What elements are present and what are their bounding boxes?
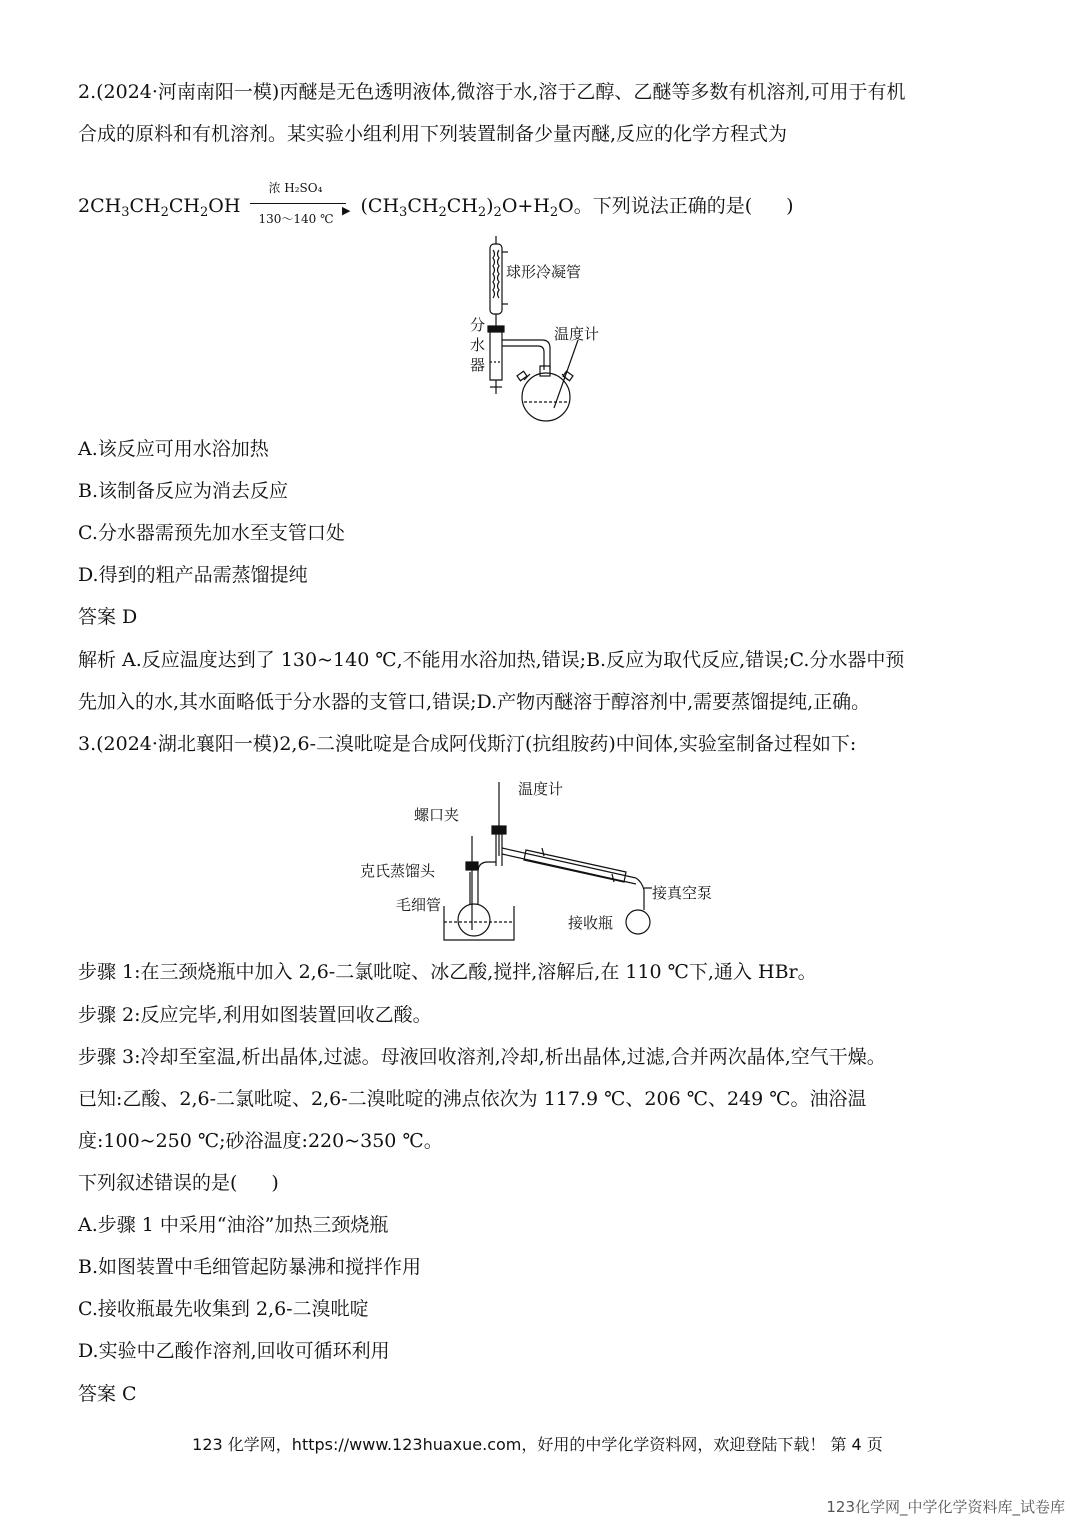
watermark: 123化学网_中学化学资料库_试卷库 <box>826 1498 1065 1516</box>
label-receiver: 接收瓶 <box>568 914 614 932</box>
eq-left-part: 2CH <box>78 195 122 217</box>
arrow-head-icon: ▶ <box>342 204 351 217</box>
q3-known-line-1: 已知:乙酸、2,6-二氯吡啶、2,6-二溴吡啶的沸点依次为 117.9 ℃、206 ℃、249 ℃。油浴温 <box>78 1088 867 1110</box>
svg-text:器: 器 <box>470 356 486 374</box>
q3-option-a: A.步骤 1 中采用“油浴”加热三颈烧瓶 <box>78 1214 389 1236</box>
q3-step-2: 步骤 2:反应完毕,利用如图装置回收乙酸。 <box>78 1004 432 1026</box>
q2-option-a: A.该反应可用水浴加热 <box>78 438 269 460</box>
label-capillary: 毛细管 <box>396 896 442 914</box>
thermometer-icon <box>554 340 578 408</box>
label-condenser: 球形冷凝管 <box>506 263 582 281</box>
q3-stem-line-1: 3.(2024·湖北襄阳一模)2,6-二溴吡啶是合成阿伐斯汀(抗组胺药)中间体,实验室制备过程如下: <box>78 733 857 755</box>
q2-equation: $2CH_3CH_2CH_2OH$ 浓 H₂SO₄ ▶ 130～140 ℃ $(CH_3CH_2CH_2)_2O+H_2O$。下列说法正确的是( ) <box>78 193 794 226</box>
bulb-condenser-icon <box>490 236 508 326</box>
q3-known-line-2: 度:100~250 ℃;砂浴温度:220~350 ℃。 <box>78 1130 443 1152</box>
reaction-condition-bottom: 130～140 ℃ <box>258 212 334 226</box>
liebig-condenser-icon <box>502 848 636 884</box>
receiver-flask-icon <box>626 878 652 934</box>
water-separator-icon <box>488 326 550 394</box>
label-thermometer: 温度计 <box>554 325 600 343</box>
q2-option-c: C.分水器需预先加水至支管口处 <box>78 522 345 544</box>
q3-step-1: 步骤 1:在三颈烧瓶中加入 2,6-二氯吡啶、冰乙酸,搅拌,溶解后,在 110 ℃下,通入 HBr。 <box>78 961 817 983</box>
claisen-head-icon <box>478 826 506 872</box>
label-thermometer-2: 温度计 <box>518 780 564 798</box>
reaction-condition-top: 浓 H₂SO₄ <box>268 181 323 195</box>
three-neck-flask-icon <box>517 366 573 421</box>
q3-question: 下列叙述错误的是( ) <box>78 1172 279 1194</box>
capillary-tube-icon <box>466 836 478 930</box>
distilling-flask-icon <box>458 872 490 936</box>
q2-option-b: B.该制备反应为消去反应 <box>78 480 289 502</box>
label-claisen-head: 克氏蒸馏头 <box>360 862 436 880</box>
q3-option-d: D.实验中乙酸作溶剂,回收可循环利用 <box>78 1340 390 1362</box>
q2-stem-line-1: 2.(2024·河南南阳一模)丙醚是无色透明液体,微溶于水,溶于乙醇、乙醚等多数有机溶剂,可用于有机 <box>78 81 906 103</box>
page-footer: 123 化学网，https://www.123huaxue.com，好用的中学化学资料网，欢迎登陆下载！ 第 4 页 <box>192 1435 883 1454</box>
svg-text:分: 分 <box>470 316 486 334</box>
q2-answer: 答案 D <box>78 606 138 628</box>
q2-analysis-line-2: 先加入的水,其水面略低于分水器的支管口,错误;D.产物丙醚溶于醇溶剂中,需要蒸馏提纯,正确。 <box>78 691 871 713</box>
q3-option-b: B.如图装置中毛细管起防暴沸和搅拌作用 <box>78 1256 422 1278</box>
q3-answer: 答案 C <box>78 1383 137 1405</box>
q2-option-d: D.得到的粗产品需蒸馏提纯 <box>78 564 308 586</box>
svg-text:水: 水 <box>470 336 486 354</box>
q2-analysis-line-1: 解析 A.反应温度达到了 130~140 ℃,不能用水浴加热,错误;B.反应为取代反应,错误;C.分水器中预 <box>78 649 905 671</box>
apparatus-figure-1 <box>462 232 622 424</box>
label-screw-clamp: 螺口夹 <box>414 806 460 824</box>
q2-stem-line-2: 合成的原料和有机溶剂。某实验小组利用下列装置制备少量丙醚,反应的化学方程式为 <box>78 123 788 145</box>
q3-option-c: C.接收瓶最先收集到 2,6-二溴吡啶 <box>78 1298 369 1320</box>
apparatus-figure-2 <box>356 776 726 946</box>
reaction-arrow <box>250 181 351 226</box>
label-vacuum-pump: 接真空泵 <box>652 884 713 902</box>
q3-step-3: 步骤 3:冷却至室温,析出晶体,过滤。母液回收溶剂,冷却,析出晶体,过滤,合并两次晶体,空气干燥。 <box>78 1046 886 1068</box>
